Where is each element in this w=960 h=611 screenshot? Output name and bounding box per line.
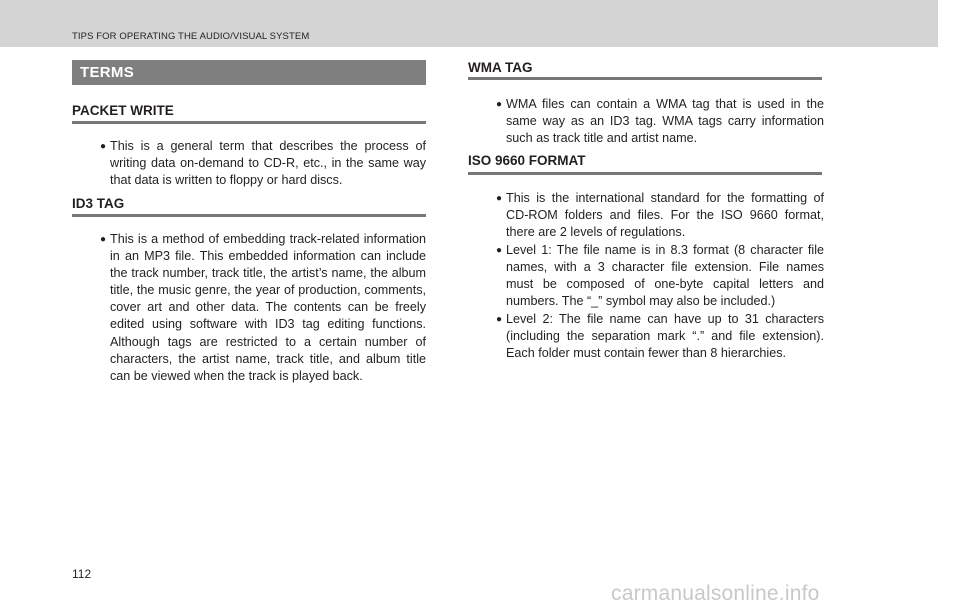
packet-write-heading: PACKET WRITE bbox=[72, 103, 174, 118]
iso-9660-text-1: This is the international standard for the formatting of CD-ROM folders and files. For the ISO 9660 format, there are 2 levels of regulations. bbox=[506, 191, 824, 240]
id3-tag-bullet bbox=[100, 231, 426, 385]
packet-write-bullet bbox=[100, 138, 426, 189]
header-band bbox=[0, 0, 938, 47]
id3-tag-rule bbox=[72, 214, 426, 217]
bullet-icon: ● bbox=[496, 245, 503, 256]
id3-tag-text: This is a method of embedding track-related information in an MP3 file. This embedded information can include the track number, track title, the artist’s name, the album title, the music genre, the year of production, comments, cover art and other data. The contents can be freely edited using software with ID3 tag editing functions. Although tags are restricted to a certain number of characters, the artist name, track title, and album title can be viewed when the track is played back. bbox=[110, 232, 426, 383]
wma-tag-bullet bbox=[496, 96, 824, 147]
bullet-icon: ● bbox=[496, 314, 503, 325]
iso-9660-bullet bbox=[496, 242, 824, 310]
bullet-icon: ● bbox=[496, 99, 503, 110]
running-head: TIPS FOR OPERATING THE AUDIO/VISUAL SYSTEM bbox=[72, 31, 310, 42]
wma-tag-text: WMA files can contain a WMA tag that is used in the same way as an ID3 tag. WMA tags carry information such as track title and artist name. bbox=[506, 97, 824, 146]
iso-9660-rule bbox=[468, 172, 822, 175]
packet-write-rule bbox=[72, 121, 426, 124]
packet-write-text: This is a general term that describes the process of writing data on-demand to CD-R, etc., in the same way that data is written to floppy or hard discs. bbox=[110, 139, 426, 188]
iso-9660-text-2: Level 1: The file name is in 8.3 format (8 character file names, with a 3 character file extension. File names must be composed of one-byte capital letters and numbers. The “_” symbol may also be included.) bbox=[506, 243, 824, 309]
iso-9660-heading: ISO 9660 FORMAT bbox=[468, 153, 586, 168]
bullet-icon: ● bbox=[100, 141, 107, 152]
iso-9660-bullet bbox=[496, 311, 824, 362]
wma-tag-rule bbox=[468, 77, 822, 80]
terms-section-bar bbox=[72, 60, 426, 85]
bullet-icon: ● bbox=[100, 234, 107, 245]
watermark: carmanualsonline.info bbox=[611, 582, 820, 605]
page-number: 112 bbox=[72, 567, 92, 581]
id3-tag-heading: ID3 TAG bbox=[72, 196, 125, 211]
iso-9660-bullet bbox=[496, 190, 824, 241]
section-title: TERMS bbox=[80, 64, 134, 81]
bullet-icon: ● bbox=[496, 193, 503, 204]
iso-9660-text-3: Level 2: The file name can have up to 31 characters (including the separation mark “.” and file extension). Each folder must contain fewer than 8 hierarchies. bbox=[506, 312, 824, 361]
wma-tag-heading: WMA TAG bbox=[468, 60, 533, 75]
